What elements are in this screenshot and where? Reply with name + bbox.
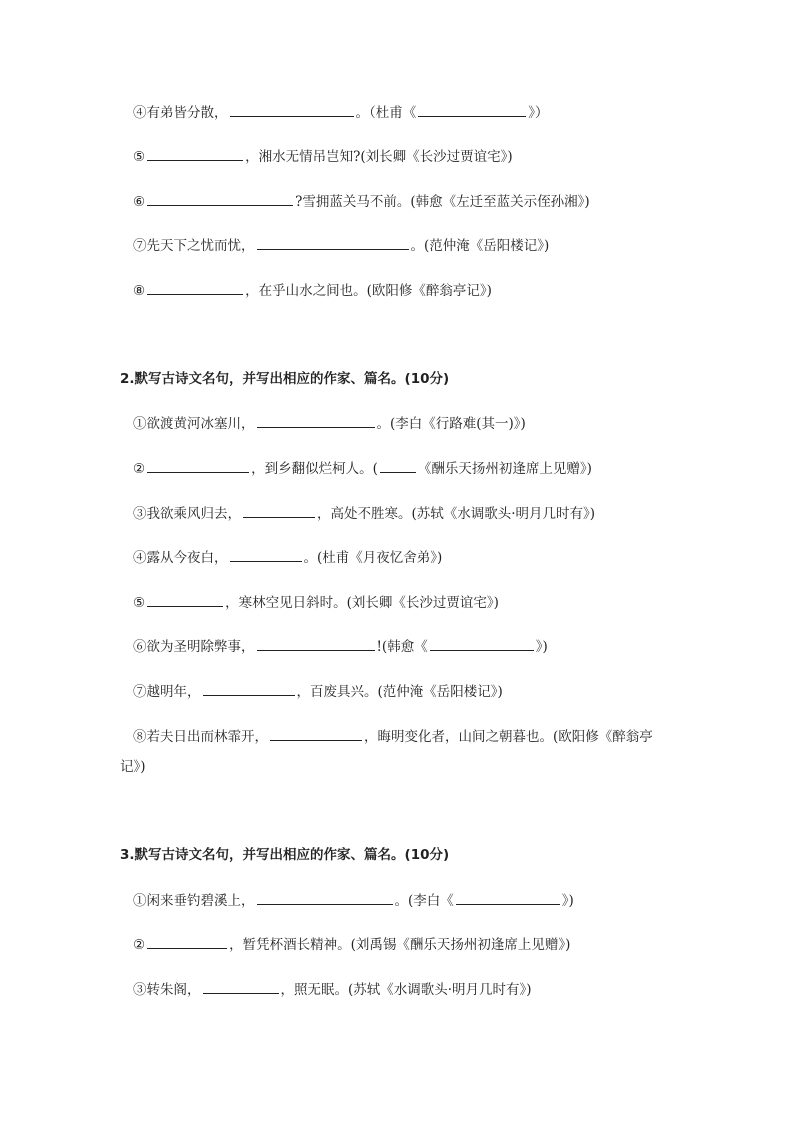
section-2-heading: 2.默写古诗文名句，并写出相应的作家、篇名。(10分) [120, 371, 450, 387]
answer-blank[interactable] [203, 681, 295, 696]
s2-item-8: ⑧若夫日出而林霏开， ，晦明变化者，山间之朝暮也。(欧阳修《醉翁亭 [133, 726, 653, 747]
answer-blank[interactable] [257, 235, 409, 250]
answer-blank[interactable] [380, 458, 416, 473]
answer-blank[interactable] [147, 458, 249, 473]
s1-item-8: ⑧ ，在乎山水之间也。(欧阳修《醉翁亭记》) [133, 280, 492, 301]
s1-item-6: ⑥ ?雪拥蓝关马不前。(韩愈《左迁至蓝关示侄孙湘》) [133, 191, 590, 212]
s2-item-5: ⑤ ，寒林空见日斜时。(刘长卿《长沙过贾谊宅》) [133, 592, 499, 613]
s3-item-1: ①闲来垂钓碧溪上， 。(李白《 》) [133, 890, 574, 911]
answer-blank[interactable] [257, 413, 375, 428]
answer-blank[interactable] [456, 890, 560, 905]
answer-blank[interactable] [147, 280, 243, 295]
section-3-heading: 3.默写古诗文名句，并写出相应的作家、篇名。(10分) [120, 847, 450, 863]
answer-blank[interactable] [147, 191, 293, 206]
s2-item-7: ⑦越明年， ，百废具兴。(范仲淹《岳阳楼记》) [133, 681, 503, 702]
s3-item-3: ③转朱阁， ，照无眠。(苏轼《水调歌头·明月几时有》) [133, 979, 532, 1000]
answer-blank[interactable] [430, 636, 534, 651]
s1-item-4: ④有弟皆分散， 。（杜甫《 》） [133, 102, 549, 123]
s3-item-2: ② ，暂凭杯酒长精神。(刘禹锡《酬乐天扬州初逢席上见赠》) [133, 934, 570, 955]
s2-item-8-continuation: 记》) [120, 759, 146, 775]
answer-blank[interactable] [147, 934, 227, 949]
answer-blank[interactable] [257, 890, 393, 905]
s2-item-4: ④露从今夜白， 。(杜甫《月夜忆舍弟》) [133, 547, 442, 568]
answer-blank[interactable] [257, 636, 375, 651]
answer-blank[interactable] [230, 102, 354, 117]
s1-item-7: ⑦先天下之忧而忧， 。(范仲淹《岳阳楼记》) [133, 235, 549, 256]
answer-blank[interactable] [230, 547, 302, 562]
answer-blank[interactable] [243, 503, 315, 518]
s2-item-2: ② ，到乡翻似烂柯人。( 《酬乐天扬州初逢席上见赠》) [133, 458, 592, 479]
answer-blank[interactable] [270, 726, 362, 741]
answer-blank[interactable] [418, 102, 526, 117]
s2-item-1: ①欲渡黄河冰塞川， 。(李白《行路难(其一)》) [133, 413, 526, 434]
answer-blank[interactable] [147, 592, 223, 607]
s2-item-6: ⑥欲为圣明除弊事， !(韩愈《 》) [133, 636, 548, 657]
s1-item-5: ⑤ ，湘水无情吊岂知?(刘长卿《长沙过贾谊宅》) [133, 146, 513, 167]
answer-blank[interactable] [203, 979, 279, 994]
s2-item-3: ③我欲乘风归去， ，高处不胜寒。(苏轼《水调歌头·明月几时有》) [133, 503, 595, 524]
answer-blank[interactable] [147, 146, 243, 161]
